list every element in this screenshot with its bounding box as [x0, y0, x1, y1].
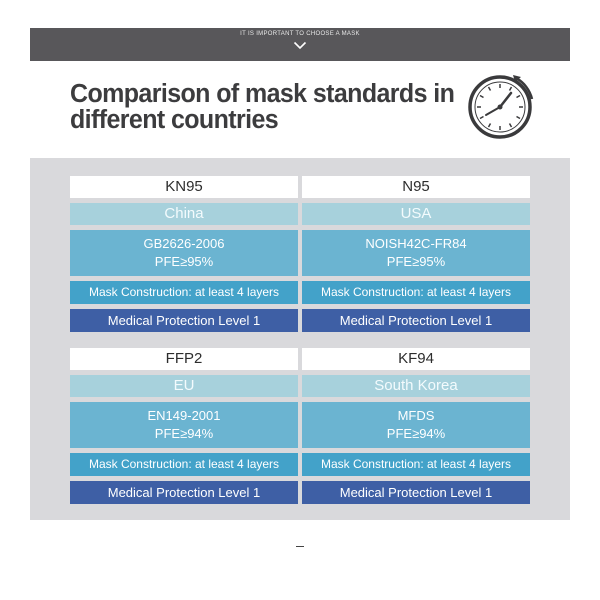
- divider-dash: [296, 546, 304, 547]
- mask-name: KN95: [70, 176, 298, 198]
- header-section: [30, 61, 570, 158]
- mask-level: Medical Protection Level 1: [302, 481, 530, 504]
- page-title-line-1: Comparison of mask standards in: [70, 78, 455, 109]
- mask-construction: Mask Construction: at least 4 layers: [302, 281, 530, 304]
- page-title: [70, 78, 470, 135]
- pfe-value: PFE≥94%: [386, 426, 446, 441]
- mask-standard: [70, 230, 298, 276]
- top-banner: [30, 28, 570, 61]
- mask-standard: [302, 230, 530, 276]
- mask-standard: [302, 402, 530, 448]
- standard-code: NOISH42C-FR84: [365, 236, 467, 251]
- standard-code: EN149-2001: [147, 408, 221, 423]
- mask-level: Medical Protection Level 1: [70, 309, 298, 332]
- mask-name: FFP2: [70, 348, 298, 370]
- mask-country: USA: [302, 203, 530, 225]
- pfe-value: PFE≥95%: [386, 254, 446, 269]
- pfe-value: PFE≥95%: [154, 254, 214, 269]
- mask-name: N95: [302, 176, 530, 198]
- mask-construction: Mask Construction: at least 4 layers: [70, 281, 298, 304]
- banner-tagline: IT IS IMPORTANT TO CHOOSE A MASK: [240, 31, 360, 37]
- mask-country: EU: [70, 375, 298, 397]
- mask-country: China: [70, 203, 298, 225]
- mask-construction: Mask Construction: at least 4 layers: [302, 453, 530, 476]
- clock-icon: [466, 69, 538, 141]
- standard-code: MFDS: [397, 408, 435, 423]
- chevron-down-icon[interactable]: [293, 41, 307, 50]
- standard-code: GB2626-2006: [143, 236, 225, 251]
- mask-country: South Korea: [302, 375, 530, 397]
- mask-level: Medical Protection Level 1: [302, 309, 530, 332]
- mask-level: Medical Protection Level 1: [70, 481, 298, 504]
- mask-standard: [70, 402, 298, 448]
- page-title-line-2: different countries: [70, 104, 279, 135]
- mask-construction: Mask Construction: at least 4 layers: [70, 453, 298, 476]
- bottom-strip: [30, 520, 570, 565]
- mask-name: KF94: [302, 348, 530, 370]
- pfe-value: PFE≥94%: [154, 426, 214, 441]
